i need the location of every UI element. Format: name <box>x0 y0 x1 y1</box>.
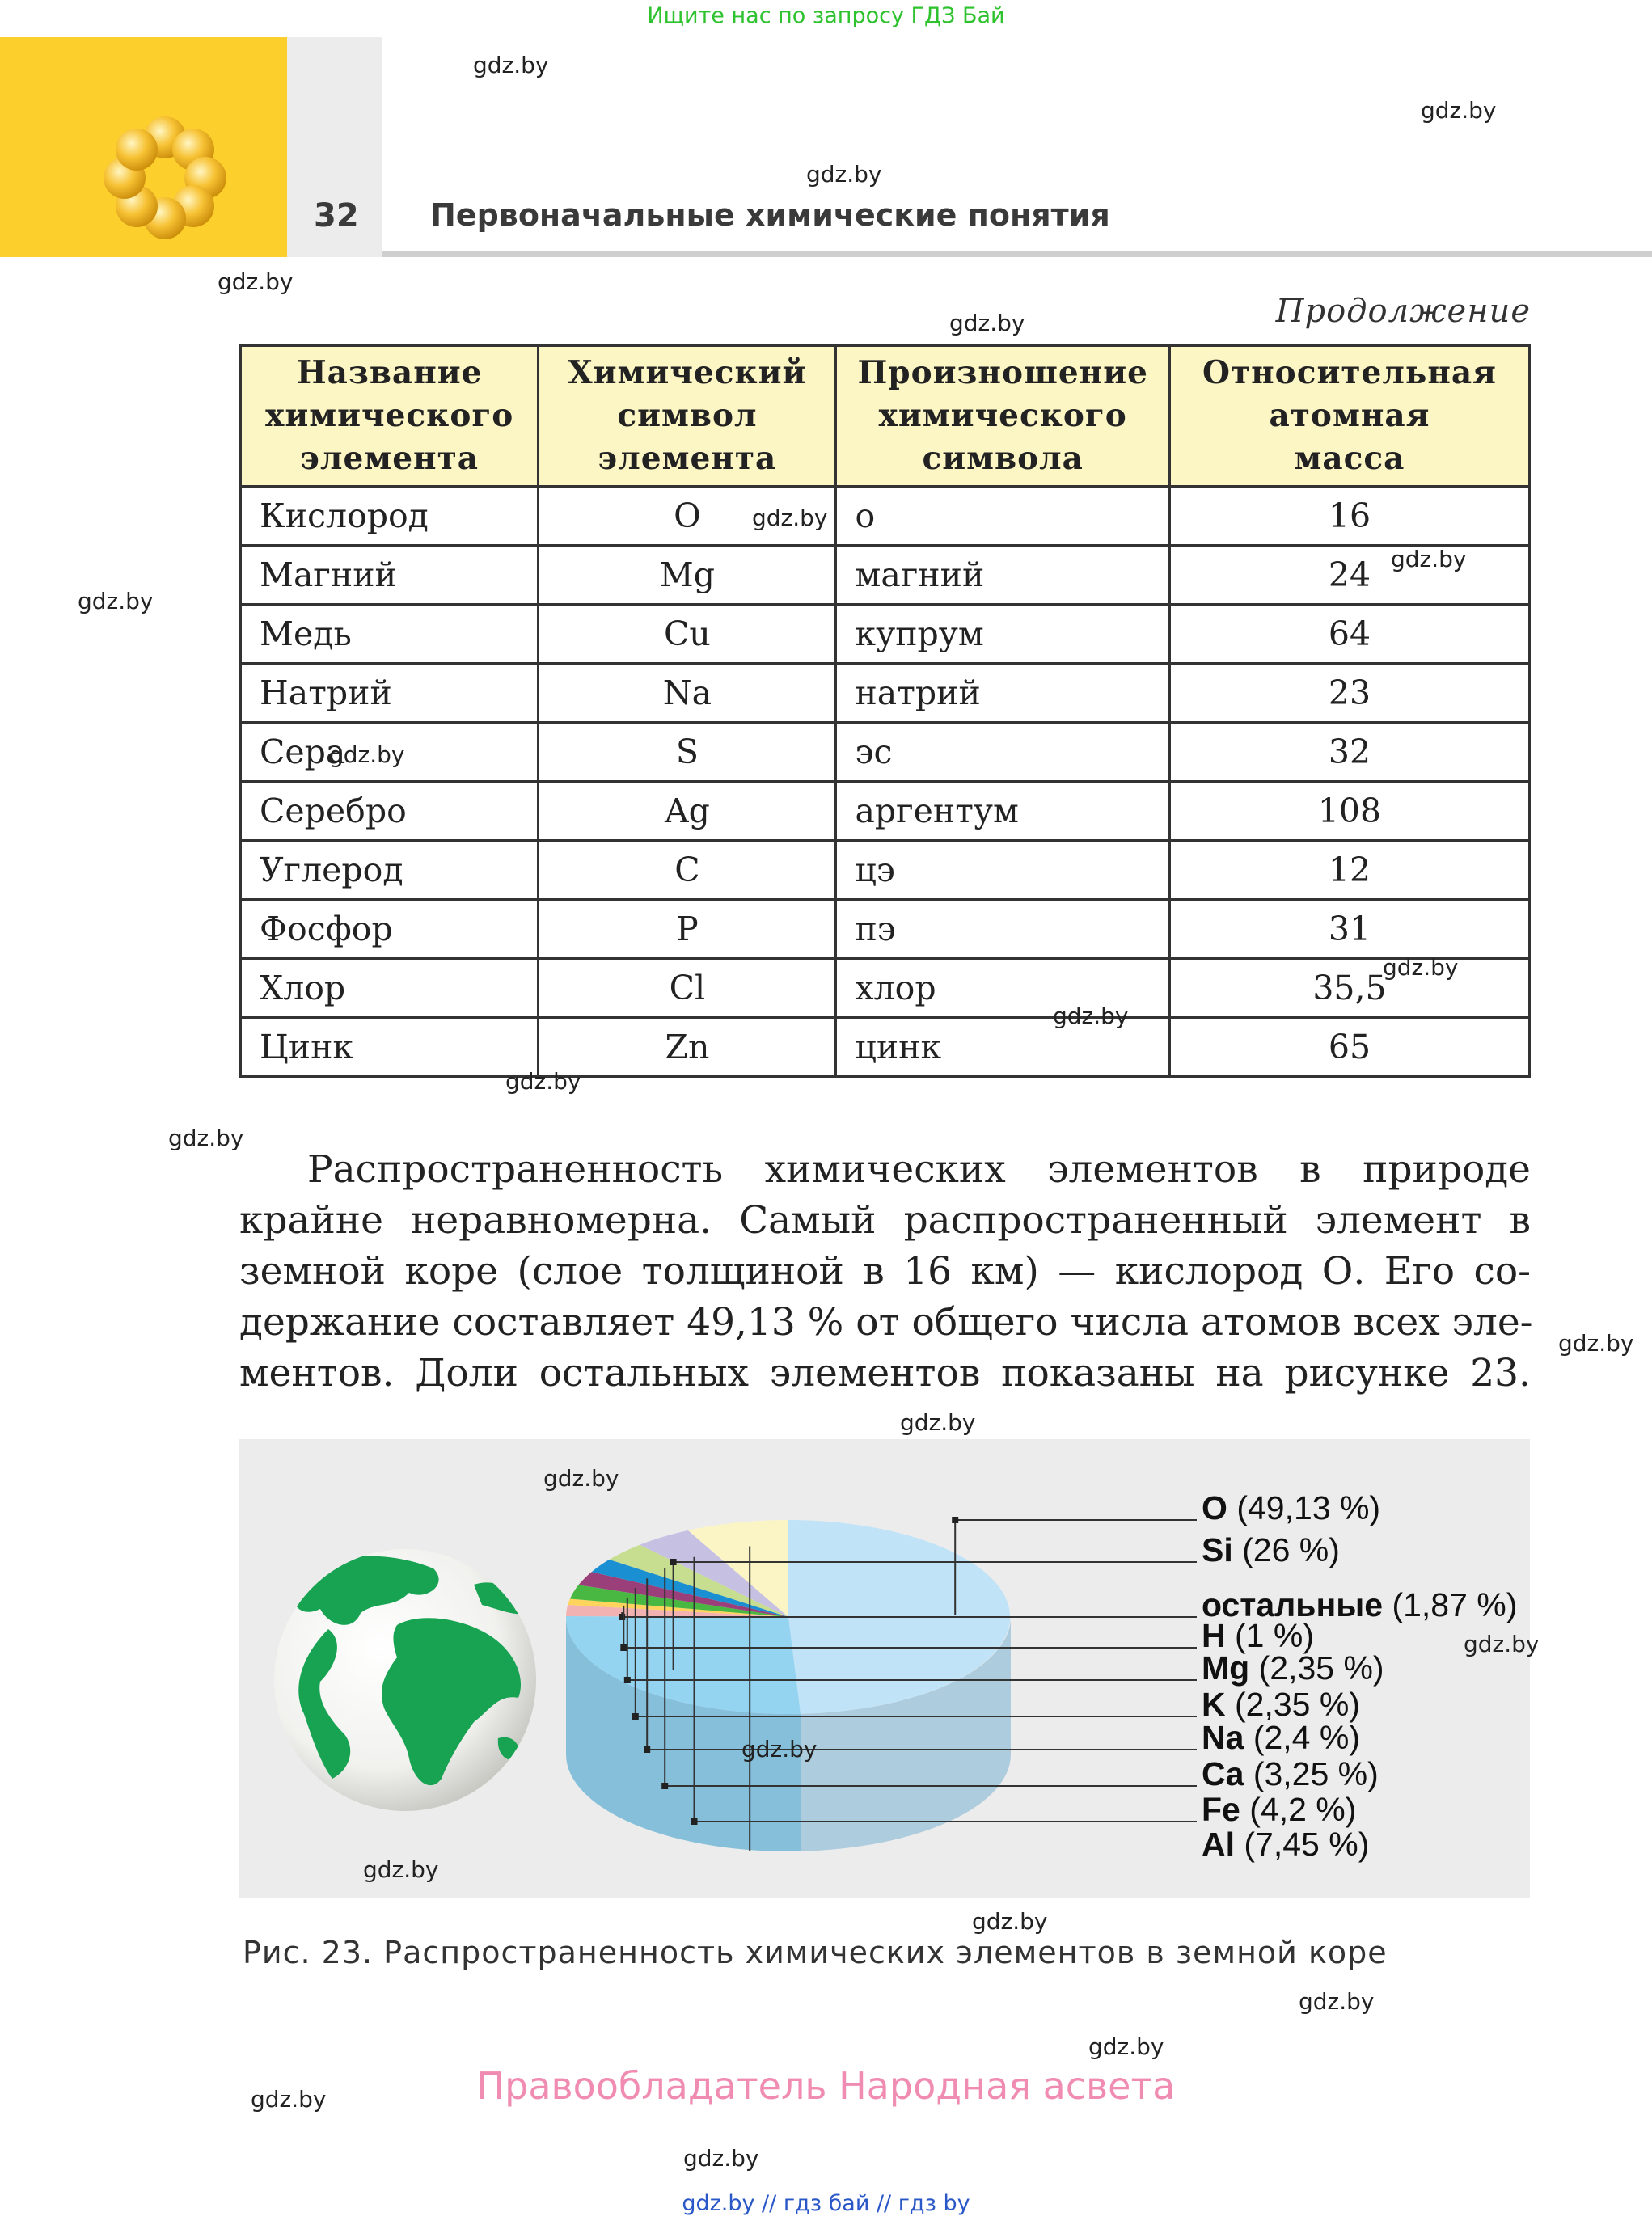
watermark[interactable]: gdz.by <box>329 741 405 768</box>
bottom-links[interactable]: gdz.by // гдз бай // гдз by <box>682 2191 970 2216</box>
watermark[interactable]: gdz.by <box>218 268 294 295</box>
page-number: 32 <box>314 197 359 234</box>
cell-name: Магний <box>241 546 539 605</box>
cell-name: Углерод <box>241 841 539 900</box>
paragraph-line: Распространенность химических элементов в природе <box>307 1147 1531 1192</box>
legend-label-na: Na (2,4 %) <box>1202 1719 1360 1756</box>
cell-symbol: O <box>539 487 836 546</box>
header-element-symbol: Химический символ элемента <box>539 346 836 487</box>
cell-name: Цинк <box>241 1018 539 1077</box>
pie-marker-Si <box>670 1559 677 1565</box>
cell-mass: 64 <box>1169 605 1529 664</box>
cell-name: Фосфор <box>241 900 539 959</box>
legend-label-o: O (49,13 %) <box>1202 1489 1381 1526</box>
cell-name: Серебро <box>241 782 539 841</box>
molecule-logo-icon <box>0 37 287 257</box>
paragraph-line: ментов. Доли остальных элементов показаны на рисунке 23. <box>239 1351 1531 1395</box>
cell-symbol: C <box>539 841 836 900</box>
watermark[interactable]: gdz.by <box>683 2145 759 2172</box>
cell-mass: 12 <box>1169 841 1529 900</box>
legend-label-si: Si (26 %) <box>1202 1531 1340 1568</box>
cell-symbol: Cu <box>539 605 836 664</box>
header-divider <box>382 251 1652 257</box>
cell-pronunciation: о <box>836 487 1169 546</box>
cell-pronunciation: хлор <box>836 959 1169 1018</box>
cell-pronunciation: аргентум <box>836 782 1169 841</box>
header-element-name: Название химического элемента <box>241 346 539 487</box>
cell-mass: 24 <box>1169 546 1529 605</box>
watermark[interactable]: gdz.by <box>752 505 828 531</box>
cell-name: Хлор <box>241 959 539 1018</box>
legend-label-h: H (1 %) <box>1202 1617 1314 1654</box>
cell-symbol: Na <box>539 664 836 723</box>
cell-symbol: Ag <box>539 782 836 841</box>
pie-marker-Na <box>644 1746 650 1753</box>
legend-label-al: Al (7,45 %) <box>1202 1826 1370 1863</box>
cell-name: Медь <box>241 605 539 664</box>
pie-marker-Fe <box>691 1818 698 1825</box>
watermark[interactable]: gdz.by <box>473 52 549 78</box>
cell-mass: 31 <box>1169 900 1529 959</box>
table-header-row <box>241 346 1530 487</box>
cell-symbol: S <box>539 723 836 782</box>
cell-pronunciation: эс <box>836 723 1169 782</box>
watermark[interactable]: gdz.by <box>505 1068 581 1095</box>
header-pronunciation: Произношение химического символа <box>836 346 1169 487</box>
legend-label-other: остальные (1,87 %) <box>1202 1586 1518 1623</box>
chapter-title: Первоначальные химические понятия <box>430 197 1110 233</box>
top-banner[interactable]: Ищите нас по запросу ГДЗ Бай <box>647 3 1005 28</box>
watermark[interactable]: gdz.by <box>900 1409 976 1436</box>
table-row <box>241 723 1530 782</box>
watermark[interactable]: gdz.by <box>1421 97 1497 124</box>
watermark[interactable]: gdz.by <box>1088 2033 1164 2060</box>
cell-symbol: Zn <box>539 1018 836 1077</box>
watermark[interactable]: gdz.by <box>1299 1988 1375 2015</box>
figure-caption: Рис. 23. Распространенность химических элементов в земной коре <box>243 1935 1388 1970</box>
legend-label-fe: Fe (4,2 %) <box>1202 1791 1357 1828</box>
legend-label-ca: Ca (3,25 %) <box>1202 1755 1379 1792</box>
table-row <box>241 546 1530 605</box>
cell-mass: 35,5 <box>1169 959 1529 1018</box>
legend-label-k: K (2,35 %) <box>1202 1686 1360 1723</box>
cell-name: Кислород <box>241 487 539 546</box>
body-paragraph <box>239 1144 1531 1399</box>
header-atomic-mass: Относительная атомная масса <box>1169 346 1529 487</box>
watermark[interactable]: gdz.by <box>949 310 1025 336</box>
pie-marker-O <box>952 1517 958 1523</box>
table-row <box>241 959 1530 1018</box>
table-row <box>241 782 1530 841</box>
cell-name: Натрий <box>241 664 539 723</box>
watermark[interactable]: gdz.by <box>363 1856 439 1883</box>
paragraph-line: держание составляет 49,13 % от общего числа атомов всех эле- <box>239 1300 1533 1345</box>
cell-mass: 32 <box>1169 723 1529 782</box>
cell-mass: 16 <box>1169 487 1529 546</box>
copyright-notice: Правообладатель Народная асвета <box>476 2064 1176 2108</box>
cell-pronunciation: цэ <box>836 841 1169 900</box>
table-continuation-label: Продолжение <box>1275 293 1531 330</box>
paragraph-line: земной коре (слое толщиной в 16 км) — кислород О. Его со- <box>239 1249 1531 1294</box>
watermark[interactable]: gdz.by <box>741 1736 818 1763</box>
watermark[interactable]: gdz.by <box>806 161 882 188</box>
paragraph-line: крайне неравномерна. Самый распространенный элемент в <box>239 1198 1531 1243</box>
cell-pronunciation: пэ <box>836 900 1169 959</box>
watermark[interactable]: gdz.by <box>1464 1631 1540 1657</box>
watermark[interactable]: gdz.by <box>543 1465 619 1492</box>
cell-mass: 108 <box>1169 782 1529 841</box>
cell-symbol: Cl <box>539 959 836 1018</box>
globe-illustration <box>256 1536 563 1827</box>
pie-marker-Mg <box>624 1677 631 1683</box>
pie-marker-Ca <box>661 1783 668 1789</box>
table-row <box>241 841 1530 900</box>
pie-marker-H <box>620 1644 627 1651</box>
cell-symbol: P <box>539 900 836 959</box>
watermark[interactable]: gdz.by <box>78 588 154 614</box>
cell-name: Сера <box>241 723 539 782</box>
legend-label-mg: Mg (2,35 %) <box>1202 1649 1384 1687</box>
watermark[interactable]: gdz.by <box>1558 1330 1634 1357</box>
watermark[interactable]: gdz.by <box>251 2086 327 2113</box>
cell-mass: 23 <box>1169 664 1529 723</box>
cell-pronunciation: купрум <box>836 605 1169 664</box>
cell-pronunciation: магний <box>836 546 1169 605</box>
cell-pronunciation: цинк <box>836 1018 1169 1077</box>
table-row <box>241 605 1530 664</box>
table-row <box>241 664 1530 723</box>
watermark[interactable]: gdz.by <box>168 1125 244 1151</box>
watermark[interactable]: gdz.by <box>1391 546 1467 572</box>
cell-symbol: Mg <box>539 546 836 605</box>
watermark[interactable]: gdz.by <box>1383 954 1459 981</box>
table-row <box>241 1018 1530 1077</box>
cell-pronunciation: натрий <box>836 664 1169 723</box>
watermark[interactable]: gdz.by <box>1053 1003 1129 1029</box>
pie-marker-K <box>632 1713 639 1720</box>
watermark[interactable]: gdz.by <box>972 1908 1048 1935</box>
table-row <box>241 900 1530 959</box>
elements-table <box>239 344 1531 1078</box>
cell-mass: 65 <box>1169 1018 1529 1077</box>
header-yellow-block <box>0 37 287 257</box>
pie-chart <box>566 1496 1197 1851</box>
table-row <box>241 487 1530 546</box>
